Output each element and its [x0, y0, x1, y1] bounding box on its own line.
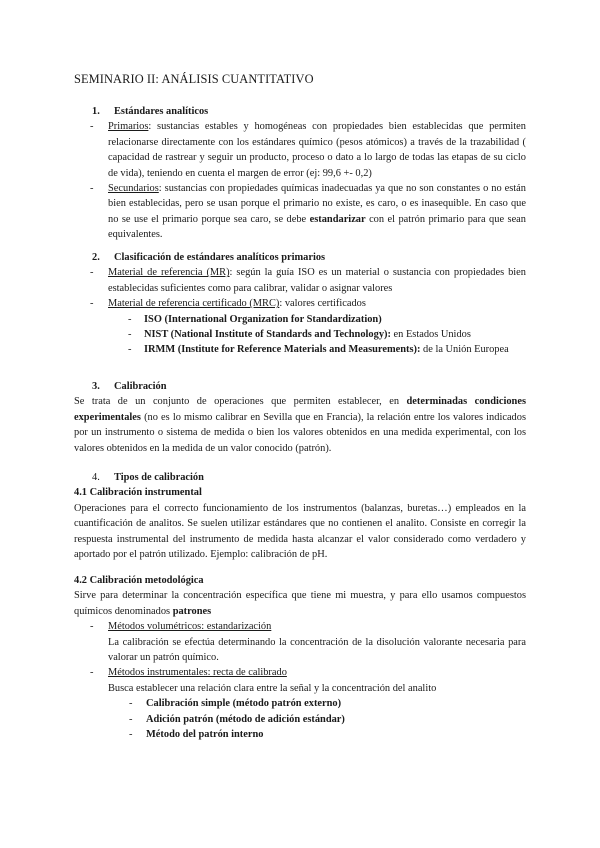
section-2-heading: 2. Clasificación de estándares analíticos primarios: [92, 252, 326, 263]
list-item-volumetricos: - Métodos volumétricos: estandarización: [90, 621, 272, 633]
list-item-primarios: - Primarios: sustancias estables y homogéneas con propiedades bien establecidas que permiten relacionarse directamente con los estándares químico (pesos atómicos) a través de la trazabilidad ( capacidad de rastrear y seguir un producto, proceso o dato a lo largo de todas las etapas de su ciclo de vida), teniendo en cuenta el margen de error (ej: 99,6 +- 0,2): [90, 121, 526, 179]
section-4: [74, 470, 526, 562]
sub-item-patron-interno: - Método del patrón interno: [129, 729, 264, 741]
org-nist: - NIST (National Institute of Standards and Technology): en Estados Unidos: [128, 329, 471, 341]
section-4-1-paragraph: Operaciones para el correcto funcionamiento de los instrumentos (balanzas, buretas…) empleados en la cuantificación de analitos. Se suelen utilizar estándares que no contienen el analito. Consiste en corregir la respuesta instrumental del instrumento de medida hasta alcanzar el valor considerado como verdadero y aportado por el patrón utilizado. Ejemplo: calibración de pH.: [74, 502, 526, 561]
section-4-2-heading: 4.2 Calibración metodológica: [74, 575, 204, 586]
org-iso: - ISO (International Organization for Standardization): [128, 313, 382, 325]
list-item-secundarios: - Secundarios: sustancias con propiedades químicas inadecuadas ya que no son constantes o no están bien establecidas, pero se usan porque el primario no existe, es caro, o es inasequible. En caso que no se use el primario porque sea caro, se debe estandarizar con el patrón primario para que sean equivalentes.: [90, 183, 526, 241]
instrumentales-text: Busca establecer una relación clara entre la señal y la concentración del analito: [108, 682, 437, 694]
section-1: [74, 104, 526, 243]
section-1-heading: 1. Estándares analíticos: [92, 106, 209, 117]
section-4-heading: 4. Tipos de calibración: [92, 472, 204, 483]
org-irmm: - IRMM (Institute for Reference Materials and Measurements): de la Unión Europea: [128, 344, 509, 356]
section-2: [74, 250, 526, 358]
section-3-paragraph: Se trata de un conjunto de operaciones que permiten establecer, en determinadas condiciones experimentales (no es lo mismo calibrar en Sevilla que en Francia), la relación entre los valores indicados por un instrumento o sistema de medida o bien los valores obtenidos en una medida experimental, con los valores obtenidos en la medida de un valor conocido (patrón).: [74, 396, 526, 454]
volumetricos-text: La calibración se efectúa determinando la concentración de la disolución valorante necesaria para valorar un patrón químico.: [108, 636, 526, 664]
sub-item-calibracion-simple: - Calibración simple (método patrón externo): [129, 698, 342, 710]
list-item-mr: - Material de referencia (MR): según la guía ISO es un material o sustancia con propiedades bien establecidas suficientes como para calibrar, validar o asignar valores: [90, 267, 526, 294]
section-4-2: [74, 573, 526, 742]
list-item-instrumentales: - Métodos instrumentales: recta de calibrado: [90, 667, 287, 679]
document-title: SEMINARIO II: ANÁLISIS CUANTITATIVO: [74, 72, 314, 86]
section-3-heading: 3. Calibración: [92, 381, 167, 392]
section-3: [74, 379, 526, 456]
list-item-mrc: - Material de referencia certificado (MRC): valores certificados: [90, 298, 366, 310]
section-4-1-heading: 4.1 Calibración instrumental: [74, 487, 202, 499]
sub-item-adicion-patron: - Adición patrón (método de adición estándar): [129, 713, 345, 725]
section-4-2-paragraph: Sirve para determinar la concentración específica que tiene mi muestra, y para ello usamos compuestos químicos denominados patrones: [74, 590, 526, 617]
